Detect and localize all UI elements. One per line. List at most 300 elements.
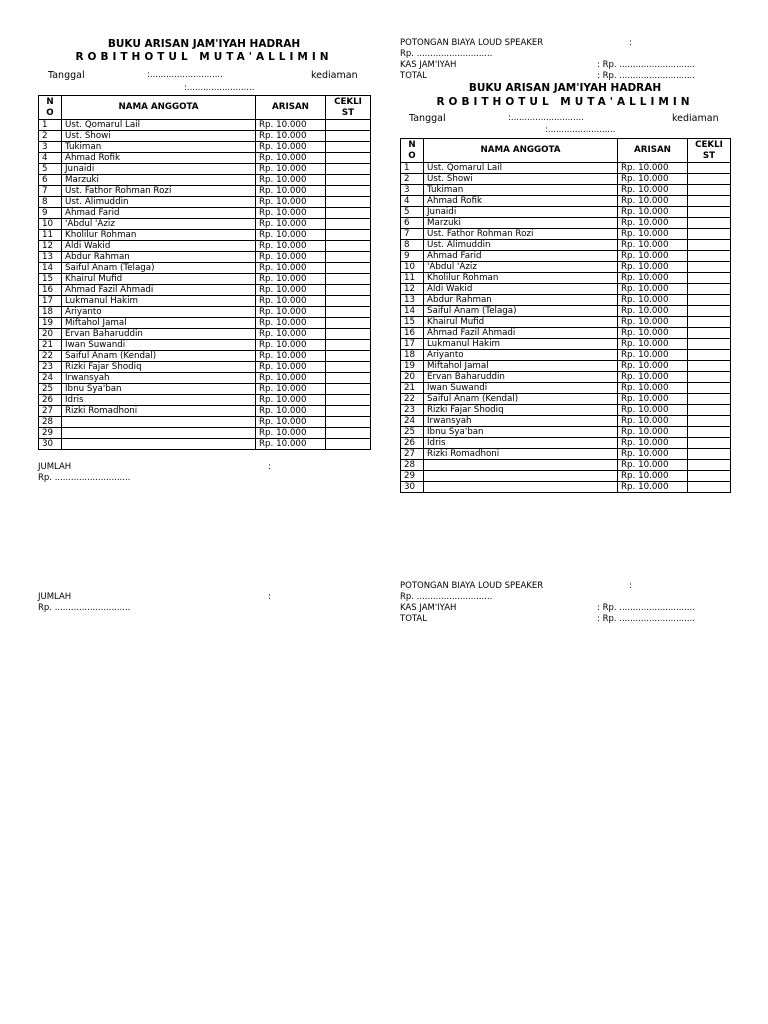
- row-arisan: Rp. 10.000: [618, 295, 688, 306]
- row-arisan: Rp. 10.000: [618, 471, 688, 482]
- row-nama: Rizki Romadhoni: [424, 449, 618, 460]
- row-arisan: Rp. 10.000: [618, 405, 688, 416]
- table-row: [39, 373, 371, 384]
- row-nama: Ust. Showi: [62, 131, 256, 142]
- right-total-label-bottom: TOTAL: [400, 614, 427, 624]
- right-potongan-rp-top: Rp. ............................: [400, 49, 493, 59]
- row-arisan: Rp. 10.000: [256, 428, 326, 439]
- row-nama: Aldi Wakid: [62, 241, 256, 252]
- table-row: [401, 240, 731, 251]
- row-arisan: Rp. 10.000: [618, 218, 688, 229]
- row-nama: [424, 460, 618, 471]
- table-row: [401, 317, 731, 328]
- row-ceklist: [326, 175, 371, 186]
- row-nama: Ibnu Sya'ban: [424, 427, 618, 438]
- table-row: [39, 274, 371, 285]
- row-nama: Junaidi: [62, 164, 256, 175]
- row-no: 29: [39, 428, 62, 439]
- row-nama: Ahmad Farid: [424, 251, 618, 262]
- col-header-no: NO: [39, 96, 62, 120]
- table-row: [39, 197, 371, 208]
- table-row: [39, 296, 371, 307]
- row-no: 28: [39, 417, 62, 428]
- row-nama: Ust. Qomarul Lail: [424, 163, 618, 174]
- row-nama: Rizki Romadhoni: [62, 406, 256, 417]
- row-no: 16: [401, 328, 424, 339]
- row-ceklist: [688, 196, 731, 207]
- right-tanggal-label: Tanggal: [409, 113, 446, 124]
- row-ceklist: [688, 416, 731, 427]
- row-ceklist: [326, 417, 371, 428]
- row-no: 23: [39, 362, 62, 373]
- row-no: 17: [39, 296, 62, 307]
- table-row: [39, 417, 371, 428]
- row-no: 4: [39, 153, 62, 164]
- row-arisan: Rp. 10.000: [256, 362, 326, 373]
- table-row: [39, 131, 371, 142]
- row-arisan: Rp. 10.000: [256, 351, 326, 362]
- left-tanggal-value: :...........................: [147, 70, 223, 80]
- row-ceklist: [326, 395, 371, 406]
- left-kediaman-value: :.........................: [184, 83, 255, 93]
- row-ceklist: [688, 427, 731, 438]
- right-potongan-label-bottom: POTONGAN BIAYA LOUD SPEAKER: [400, 581, 544, 591]
- table-row: [39, 241, 371, 252]
- row-ceklist: [688, 284, 731, 295]
- row-no: 8: [401, 240, 424, 251]
- right-tanggal-value: :...........................: [508, 113, 584, 123]
- row-nama: Saiful Anam (Telaga): [424, 306, 618, 317]
- row-nama: Marzuki: [424, 218, 618, 229]
- row-no: 20: [401, 372, 424, 383]
- right-kas-label-top: KAS JAM'IYAH: [400, 60, 457, 70]
- table-row: [401, 383, 731, 394]
- row-no: 3: [39, 142, 62, 153]
- table-row: [39, 230, 371, 241]
- row-ceklist: [688, 229, 731, 240]
- row-arisan: Rp. 10.000: [256, 197, 326, 208]
- row-arisan: Rp. 10.000: [618, 262, 688, 273]
- row-ceklist: [326, 197, 371, 208]
- row-arisan: Rp. 10.000: [256, 384, 326, 395]
- row-no: 15: [401, 317, 424, 328]
- row-ceklist: [688, 350, 731, 361]
- table-row: [39, 153, 371, 164]
- row-no: 12: [39, 241, 62, 252]
- left-member-table: [38, 95, 371, 450]
- right-member-table: [400, 138, 731, 493]
- row-ceklist: [326, 263, 371, 274]
- row-no: 5: [39, 164, 62, 175]
- row-arisan: Rp. 10.000: [256, 406, 326, 417]
- row-nama: Ariyanto: [424, 350, 618, 361]
- row-arisan: Rp. 10.000: [618, 438, 688, 449]
- row-arisan: Rp. 10.000: [256, 241, 326, 252]
- row-ceklist: [688, 405, 731, 416]
- row-ceklist: [688, 218, 731, 229]
- row-no: 19: [39, 318, 62, 329]
- table-row: [401, 361, 731, 372]
- row-ceklist: [326, 131, 371, 142]
- row-no: 22: [401, 394, 424, 405]
- left-jumlah-sep-1: :: [268, 462, 271, 472]
- row-no: 6: [39, 175, 62, 186]
- row-no: 20: [39, 329, 62, 340]
- row-ceklist: [326, 186, 371, 197]
- row-ceklist: [326, 274, 371, 285]
- row-ceklist: [688, 394, 731, 405]
- row-nama: Saiful Anam (Telaga): [62, 263, 256, 274]
- table-row: [401, 306, 731, 317]
- table-row: [401, 262, 731, 273]
- row-no: 10: [39, 219, 62, 230]
- row-nama: Saiful Anam (Kendal): [62, 351, 256, 362]
- row-no: 2: [39, 131, 62, 142]
- row-nama: Ust. Fathor Rohman Rozi: [424, 229, 618, 240]
- row-ceklist: [326, 296, 371, 307]
- row-nama: Ahmad Farid: [62, 208, 256, 219]
- row-arisan: Rp. 10.000: [618, 306, 688, 317]
- row-no: 8: [39, 197, 62, 208]
- row-no: 30: [39, 439, 62, 450]
- row-no: 25: [401, 427, 424, 438]
- row-nama: Ervan Baharuddin: [62, 329, 256, 340]
- table-row: [39, 329, 371, 340]
- table-row: [401, 251, 731, 262]
- left-jumlah-label-1: JUMLAH: [38, 462, 72, 472]
- col-header-nama: NAMA ANGGOTA: [62, 96, 256, 120]
- row-nama: [62, 428, 256, 439]
- row-no: 3: [401, 185, 424, 196]
- row-arisan: Rp. 10.000: [256, 164, 326, 175]
- row-nama: Junaidi: [424, 207, 618, 218]
- table-row: [401, 163, 731, 174]
- table-row: [401, 471, 731, 482]
- table-row: [401, 394, 731, 405]
- row-no: 28: [401, 460, 424, 471]
- table-row: [401, 482, 731, 493]
- row-no: 9: [401, 251, 424, 262]
- table-row: [401, 284, 731, 295]
- row-no: 17: [401, 339, 424, 350]
- row-ceklist: [688, 240, 731, 251]
- row-nama: Miftahol Jamal: [62, 318, 256, 329]
- left-tanggal-label: Tanggal: [48, 70, 85, 81]
- row-ceklist: [688, 207, 731, 218]
- row-no: 14: [39, 263, 62, 274]
- row-nama: Kholilur Rohman: [62, 230, 256, 241]
- row-ceklist: [326, 208, 371, 219]
- row-arisan: Rp. 10.000: [618, 350, 688, 361]
- row-arisan: Rp. 10.000: [256, 373, 326, 384]
- row-ceklist: [688, 471, 731, 482]
- row-ceklist: [326, 120, 371, 131]
- table-row: [39, 340, 371, 351]
- row-no: 30: [401, 482, 424, 493]
- row-ceklist: [326, 307, 371, 318]
- row-no: 1: [39, 120, 62, 131]
- table-row: [39, 285, 371, 296]
- row-nama: Iwan Suwandi: [62, 340, 256, 351]
- right-potongan-sep-bottom: :: [629, 581, 632, 591]
- row-arisan: Rp. 10.000: [256, 329, 326, 340]
- row-arisan: Rp. 10.000: [256, 175, 326, 186]
- row-arisan: Rp. 10.000: [618, 416, 688, 427]
- right-kediaman-label: kediaman: [672, 113, 719, 124]
- table-row: [401, 273, 731, 284]
- row-ceklist: [688, 361, 731, 372]
- table-row: [401, 328, 731, 339]
- row-nama: [62, 439, 256, 450]
- row-arisan: Rp. 10.000: [618, 185, 688, 196]
- row-nama: Tukiman: [424, 185, 618, 196]
- row-nama: Ust. Qomarul Lail: [62, 120, 256, 131]
- row-ceklist: [326, 164, 371, 175]
- table-row: [39, 164, 371, 175]
- col-header-nama: NAMA ANGGOTA: [424, 139, 618, 163]
- row-no: 12: [401, 284, 424, 295]
- row-no: 24: [39, 373, 62, 384]
- row-ceklist: [326, 384, 371, 395]
- row-ceklist: [326, 285, 371, 296]
- row-ceklist: [326, 406, 371, 417]
- row-arisan: Rp. 10.000: [618, 361, 688, 372]
- row-arisan: Rp. 10.000: [256, 417, 326, 428]
- row-ceklist: [688, 306, 731, 317]
- row-ceklist: [326, 351, 371, 362]
- row-arisan: Rp. 10.000: [618, 273, 688, 284]
- row-nama: [424, 482, 618, 493]
- row-ceklist: [326, 318, 371, 329]
- row-no: 26: [39, 395, 62, 406]
- right-total-label-top: TOTAL: [400, 71, 427, 81]
- table-row: [39, 395, 371, 406]
- left-subtitle: ROBITHOTUL MUTA'ALLIMIN: [75, 51, 333, 63]
- right-kediaman-value: :.........................: [545, 125, 616, 135]
- row-nama: Abdur Rahman: [62, 252, 256, 263]
- row-no: 27: [39, 406, 62, 417]
- table-row: [401, 405, 731, 416]
- row-no: 7: [401, 229, 424, 240]
- row-ceklist: [688, 251, 731, 262]
- row-arisan: Rp. 10.000: [618, 251, 688, 262]
- row-nama: Ust. Alimuddin: [62, 197, 256, 208]
- row-no: 2: [401, 174, 424, 185]
- row-arisan: Rp. 10.000: [618, 482, 688, 493]
- row-nama: Ust. Fathor Rohman Rozi: [62, 186, 256, 197]
- row-no: 13: [39, 252, 62, 263]
- row-nama: Miftahol Jamal: [424, 361, 618, 372]
- row-no: 22: [39, 351, 62, 362]
- row-arisan: Rp. 10.000: [256, 120, 326, 131]
- row-ceklist: [688, 339, 731, 350]
- right-kas-label-bottom: KAS JAM'IYAH: [400, 603, 457, 613]
- row-no: 4: [401, 196, 424, 207]
- row-arisan: Rp. 10.000: [618, 394, 688, 405]
- row-nama: Tukiman: [62, 142, 256, 153]
- row-nama: Ahmad Fazil Ahmadi: [424, 328, 618, 339]
- row-nama: Irwansyah: [62, 373, 256, 384]
- row-no: 26: [401, 438, 424, 449]
- row-ceklist: [688, 262, 731, 273]
- row-ceklist: [688, 482, 731, 493]
- row-no: 21: [401, 383, 424, 394]
- row-nama: Ust. Alimuddin: [424, 240, 618, 251]
- table-row: [39, 219, 371, 230]
- row-ceklist: [326, 241, 371, 252]
- row-arisan: Rp. 10.000: [618, 383, 688, 394]
- table-row: [39, 406, 371, 417]
- right-subtitle: ROBITHOTUL MUTA'ALLIMIN: [436, 96, 694, 108]
- row-nama: Lukmanul Hakim: [424, 339, 618, 350]
- right-kas-value-bottom: : Rp. ............................: [597, 603, 695, 613]
- table-row: [39, 175, 371, 186]
- row-arisan: Rp. 10.000: [256, 395, 326, 406]
- table-row: [401, 460, 731, 471]
- table-row: [39, 186, 371, 197]
- row-arisan: Rp. 10.000: [256, 219, 326, 230]
- row-ceklist: [688, 163, 731, 174]
- col-header-arisan: ARISAN: [256, 96, 326, 120]
- row-no: 6: [401, 218, 424, 229]
- row-nama: Khairul Mufid: [62, 274, 256, 285]
- row-arisan: Rp. 10.000: [618, 163, 688, 174]
- right-total-value-top: : Rp. ............................: [597, 71, 695, 81]
- row-nama: Marzuki: [62, 175, 256, 186]
- row-ceklist: [688, 438, 731, 449]
- col-header-no: NO: [401, 139, 424, 163]
- row-nama: [62, 417, 256, 428]
- row-ceklist: [688, 383, 731, 394]
- row-no: 18: [39, 307, 62, 318]
- table-row: [39, 263, 371, 274]
- row-arisan: Rp. 10.000: [256, 131, 326, 142]
- table-row: [39, 318, 371, 329]
- table-row: [401, 339, 731, 350]
- row-arisan: Rp. 10.000: [618, 240, 688, 251]
- row-ceklist: [326, 329, 371, 340]
- row-no: 9: [39, 208, 62, 219]
- table-row: [39, 252, 371, 263]
- table-row: [39, 307, 371, 318]
- row-arisan: Rp. 10.000: [256, 274, 326, 285]
- left-jumlah-rp-1: Rp. ............................: [38, 473, 131, 483]
- row-arisan: Rp. 10.000: [618, 339, 688, 350]
- row-nama: Idris: [62, 395, 256, 406]
- row-arisan: Rp. 10.000: [256, 186, 326, 197]
- row-no: 5: [401, 207, 424, 218]
- right-total-value-bottom: : Rp. ............................: [597, 614, 695, 624]
- right-potongan-label-top: POTONGAN BIAYA LOUD SPEAKER: [400, 38, 544, 48]
- row-no: 11: [401, 273, 424, 284]
- row-arisan: Rp. 10.000: [256, 296, 326, 307]
- row-nama: Ust. Showi: [424, 174, 618, 185]
- row-no: 11: [39, 230, 62, 241]
- right-title: BUKU ARISAN JAM'IYAH HADRAH: [468, 82, 662, 94]
- row-nama: [424, 471, 618, 482]
- table-row: [39, 428, 371, 439]
- row-nama: Aldi Wakid: [424, 284, 618, 295]
- table-row: [401, 427, 731, 438]
- row-nama: Iwan Suwandi: [424, 383, 618, 394]
- row-no: 27: [401, 449, 424, 460]
- right-potongan-rp-bottom: Rp. ............................: [400, 592, 493, 602]
- row-no: 25: [39, 384, 62, 395]
- row-no: 18: [401, 350, 424, 361]
- table-row: [401, 372, 731, 383]
- row-no: 29: [401, 471, 424, 482]
- row-ceklist: [688, 372, 731, 383]
- table-row: [401, 449, 731, 460]
- right-potongan-sep-top: :: [629, 38, 632, 48]
- left-kediaman-label: kediaman: [311, 70, 358, 81]
- row-arisan: Rp. 10.000: [256, 142, 326, 153]
- col-header-ceklist: CEKLIST: [326, 96, 371, 120]
- table-row: [39, 439, 371, 450]
- row-ceklist: [326, 230, 371, 241]
- row-no: 21: [39, 340, 62, 351]
- table-row: [401, 229, 731, 240]
- row-arisan: Rp. 10.000: [256, 318, 326, 329]
- table-row: [401, 350, 731, 361]
- table-row: [39, 384, 371, 395]
- row-no: 10: [401, 262, 424, 273]
- left-title: BUKU ARISAN JAM'IYAH HADRAH: [107, 38, 301, 50]
- row-no: 13: [401, 295, 424, 306]
- row-no: 19: [401, 361, 424, 372]
- table-row: [39, 351, 371, 362]
- row-arisan: Rp. 10.000: [256, 252, 326, 263]
- right-kas-value-top: : Rp. ............................: [597, 60, 695, 70]
- row-nama: Rizki Fajar Shodiq: [62, 362, 256, 373]
- row-arisan: Rp. 10.000: [618, 207, 688, 218]
- row-arisan: Rp. 10.000: [618, 427, 688, 438]
- row-arisan: Rp. 10.000: [618, 196, 688, 207]
- row-nama: Khairul Mufid: [424, 317, 618, 328]
- table-row: [401, 438, 731, 449]
- row-nama: Idris: [424, 438, 618, 449]
- col-header-ceklist: CEKLIST: [688, 139, 731, 163]
- row-nama: Lukmanul Hakim: [62, 296, 256, 307]
- row-ceklist: [688, 185, 731, 196]
- table-row: [401, 218, 731, 229]
- row-ceklist: [688, 460, 731, 471]
- left-jumlah-rp-2: Rp. ............................: [38, 603, 131, 613]
- row-no: 16: [39, 285, 62, 296]
- table-row: [401, 416, 731, 427]
- row-ceklist: [688, 328, 731, 339]
- table-row: [401, 295, 731, 306]
- table-row: [39, 208, 371, 219]
- row-ceklist: [326, 428, 371, 439]
- col-header-arisan: ARISAN: [618, 139, 688, 163]
- row-no: 7: [39, 186, 62, 197]
- row-nama: Irwansyah: [424, 416, 618, 427]
- row-arisan: Rp. 10.000: [618, 284, 688, 295]
- row-no: 1: [401, 163, 424, 174]
- row-ceklist: [688, 449, 731, 460]
- row-nama: Saiful Anam (Kendal): [424, 394, 618, 405]
- row-nama: Ariyanto: [62, 307, 256, 318]
- row-arisan: Rp. 10.000: [256, 208, 326, 219]
- table-row: [401, 185, 731, 196]
- row-arisan: Rp. 10.000: [256, 439, 326, 450]
- row-nama: Ahmad Fazil Ahmadi: [62, 285, 256, 296]
- row-ceklist: [688, 273, 731, 284]
- row-ceklist: [326, 373, 371, 384]
- row-arisan: Rp. 10.000: [256, 340, 326, 351]
- row-no: 15: [39, 274, 62, 285]
